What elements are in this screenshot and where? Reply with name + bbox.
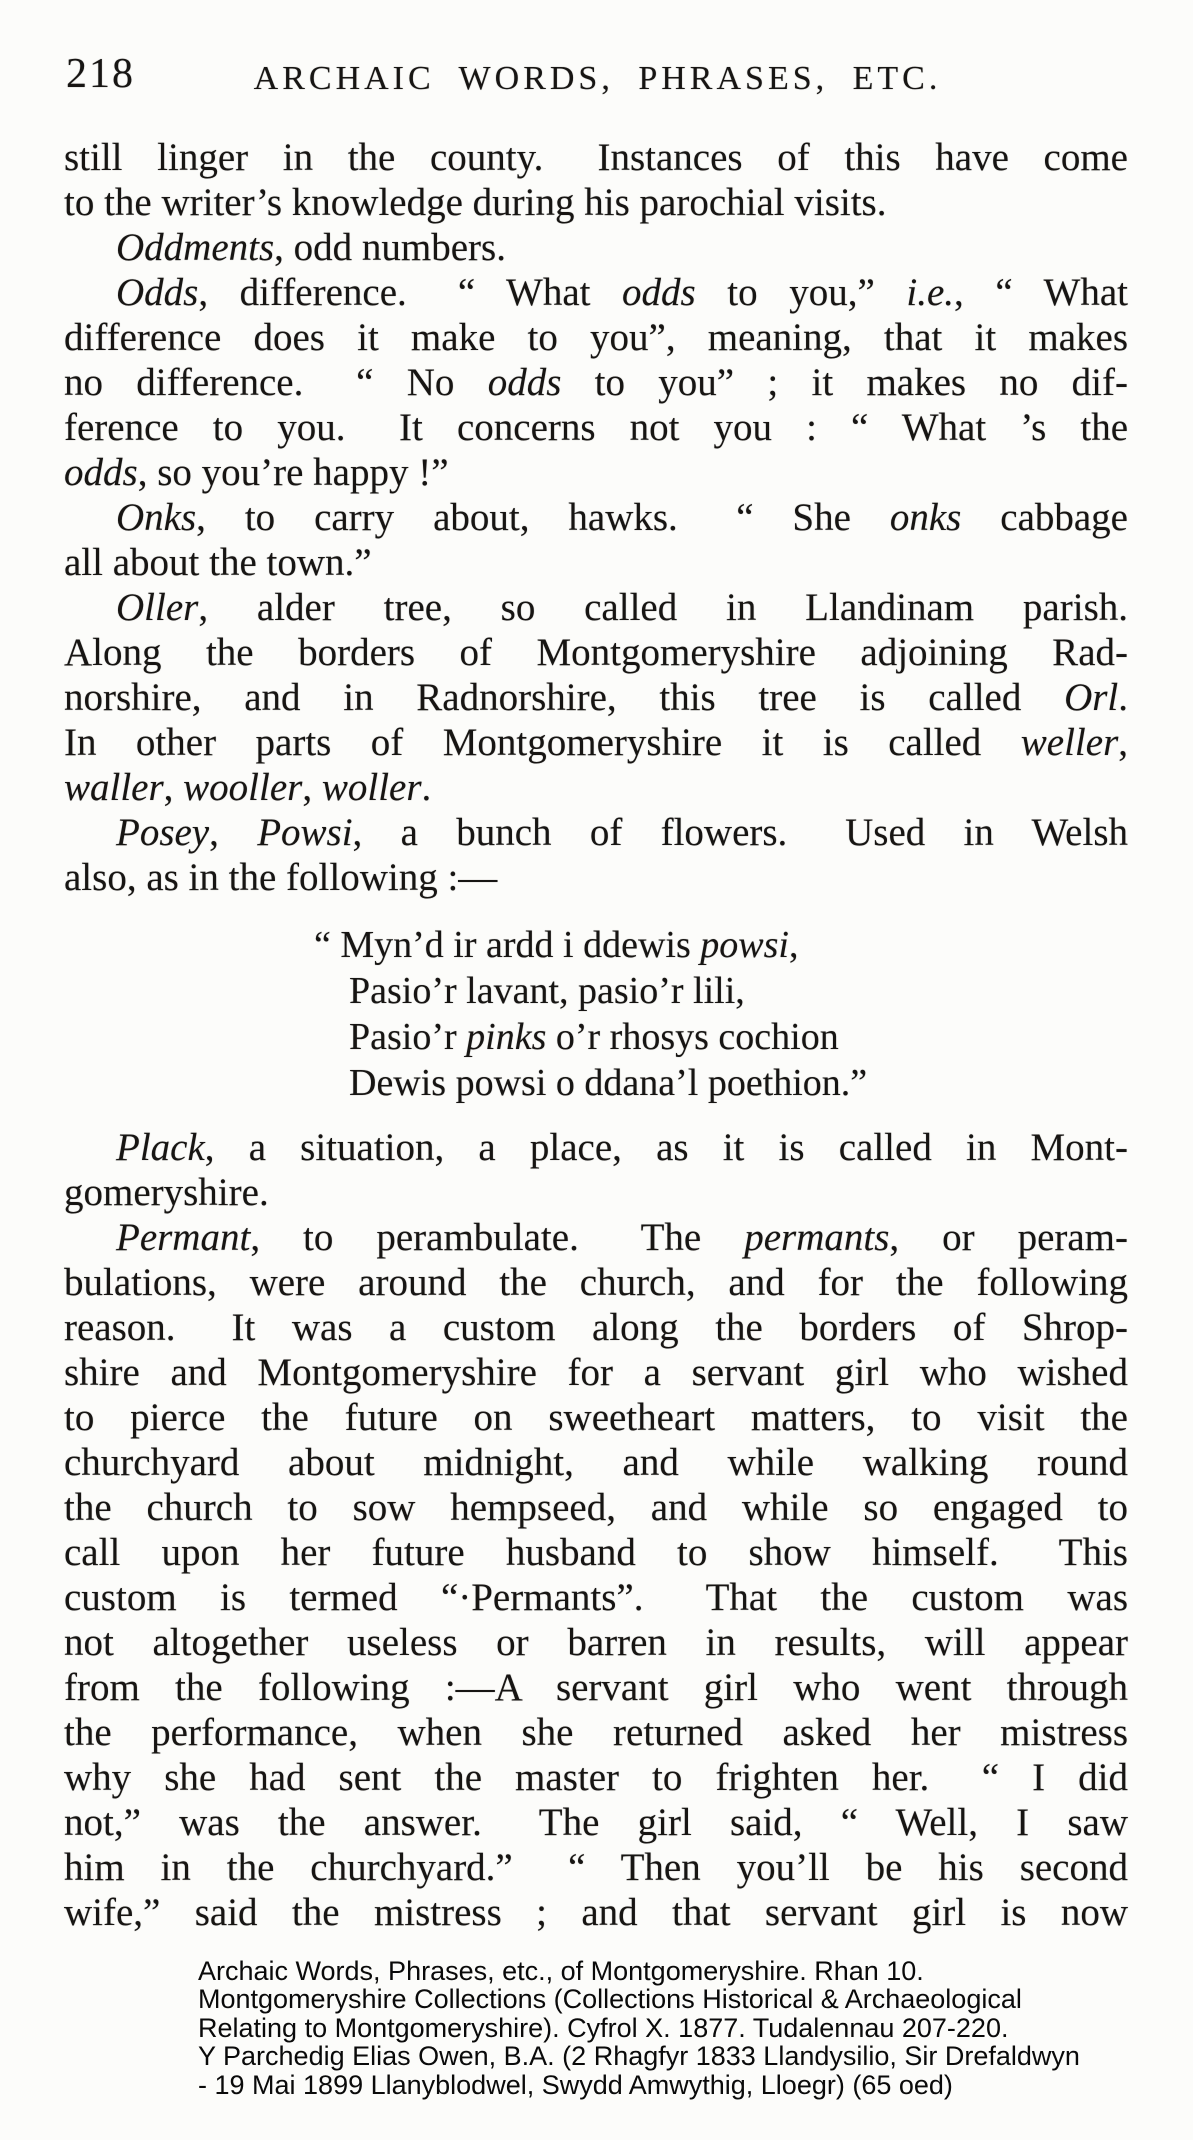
text-run: to you,” — [695, 271, 907, 314]
text-run: “ Myn’d ir ardd i ddewis — [314, 924, 701, 966]
caption-line: Relating to Montgomeryshire). Cyfrol X. 1877. Tudalennau 207-220. — [198, 2012, 1009, 2043]
italic-run: woller — [321, 766, 422, 809]
text-run: cabbage — [961, 496, 1128, 539]
italic-run: Posey — [116, 811, 210, 854]
verse-line — [349, 968, 1128, 1014]
text-run: Along the borders of Montgomeryshire adjoining Rad- — [64, 631, 1128, 674]
text-run: still linger in the county. Instances of this have come — [64, 136, 1128, 179]
text-run: , — [1118, 721, 1128, 764]
text-run: , “ What — [954, 271, 1128, 314]
text-line — [64, 855, 1128, 900]
running-header — [66, 50, 1129, 106]
text-run: Pasio’r — [349, 1016, 467, 1058]
text-line — [64, 765, 1128, 810]
italic-run: Permant — [116, 1216, 251, 1259]
text-line — [64, 1260, 1128, 1305]
italic-run: permants — [744, 1216, 890, 1259]
text-run: all about the town.” — [64, 541, 372, 584]
text-line — [64, 405, 1128, 450]
text-line — [64, 1620, 1128, 1665]
text-line — [64, 720, 1128, 765]
italic-run: i.e. — [906, 271, 955, 314]
caption-line: - 19 Mai 1899 Llanyblodwel, Swydd Amwythig, Lloegr) (65 oed) — [198, 2069, 953, 2100]
text-line — [64, 1305, 1128, 1350]
text-run: difference does it make to you”, meaning, that it makes — [64, 316, 1128, 359]
text-run: In other parts of Montgomeryshire it is called — [64, 721, 1021, 764]
text-run: , to carry about, hawks. “ She — [196, 496, 890, 539]
italic-run: odds — [64, 451, 138, 494]
text-run: not altogether useless or barren in results, will appear — [64, 1621, 1128, 1664]
text-line — [64, 1530, 1128, 1575]
page-number: 218 — [66, 51, 135, 97]
text-run: churchyard about midnight, and while walking round — [64, 1441, 1128, 1484]
text-line — [64, 1215, 1128, 1260]
italic-run: Powsi — [257, 811, 353, 854]
text-run: , to perambulate. The — [250, 1216, 745, 1259]
text-run: , difference. “ What — [198, 271, 623, 314]
italic-run: Orl — [1064, 676, 1119, 719]
text-line — [64, 1890, 1128, 1935]
text-line — [64, 1350, 1128, 1395]
text-run: to you” ; it makes no dif- — [561, 361, 1128, 404]
text-line — [64, 1125, 1128, 1170]
italic-run: odds — [487, 361, 562, 404]
italic-run: Onks — [116, 496, 197, 539]
text-line — [64, 495, 1128, 540]
text-run: , — [209, 811, 258, 854]
text-run: Dewis powsi o ddana’l poethion.” — [349, 1062, 868, 1104]
text-line — [64, 675, 1128, 720]
text-run: , or peram- — [889, 1216, 1129, 1259]
text-run: the church to sow hempseed, and while so engaged to — [64, 1486, 1128, 1529]
text-run: him in the churchyard.” “ Then you’ll be his second — [64, 1846, 1128, 1889]
text-run: shire and Montgomeryshire for a servant girl who wished — [64, 1351, 1128, 1394]
italic-run: waller — [64, 766, 164, 809]
text-run: , odd numbers. — [274, 226, 506, 269]
text-run: o’r rhosys cochion — [546, 1016, 839, 1058]
text-run: , a situation, a place, as it is called in Mont- — [204, 1126, 1128, 1169]
text-run: the performance, when she returned asked her mistress — [64, 1711, 1128, 1754]
text-line — [64, 225, 1128, 270]
italic-run: Oller — [116, 586, 199, 629]
body-text — [64, 135, 1128, 1935]
text-line — [64, 1440, 1128, 1485]
caption-line: Y Parchedig Elias Owen, B.A. (2 Rhagfyr 1833 Llandysilio, Sir Drefaldwyn — [198, 2041, 1080, 2072]
text-line — [64, 630, 1128, 675]
text-line — [64, 1485, 1128, 1530]
text-run: ference to you. It concerns not you : “ What ’s the — [64, 406, 1128, 449]
italic-run: powsi — [700, 924, 789, 966]
text-line — [64, 1710, 1128, 1755]
verse-line — [349, 1014, 1128, 1060]
text-run: , — [163, 766, 184, 809]
text-line — [64, 1665, 1128, 1710]
text-run: not,” was the answer. The girl said, “ Well, I saw — [64, 1801, 1128, 1844]
text-run: Pasio’r lavant, pasio’r lili, — [349, 970, 745, 1012]
text-run: to pierce the future on sweetheart matters, to visit the — [64, 1396, 1128, 1439]
text-line — [64, 180, 1128, 225]
italic-run: wooller — [183, 766, 303, 809]
text-run: to the writer’s knowledge during his parochial visits. — [64, 181, 887, 224]
text-line — [64, 1395, 1128, 1440]
italic-run: pinks — [466, 1016, 547, 1058]
italic-run: Odds — [116, 271, 199, 314]
caption — [198, 1957, 1080, 2099]
text-line — [64, 1575, 1128, 1620]
text-run: call upon her future husband to show himself. This — [64, 1531, 1128, 1574]
italic-run: Oddments — [116, 226, 275, 269]
verse-line — [314, 922, 1128, 968]
text-line — [64, 315, 1128, 360]
text-run: wife,” said the mistress ; and that servant girl is now — [64, 1891, 1128, 1934]
text-run: no difference. “ No — [64, 361, 488, 404]
text-run: , so you’re happy !” — [137, 451, 449, 494]
text-line — [64, 585, 1128, 630]
italic-run: Plack — [116, 1126, 205, 1169]
italic-run: odds — [622, 271, 696, 314]
text-run: also, as in the following :— — [64, 856, 498, 899]
text-line — [64, 1170, 1128, 1215]
text-run: why she had sent the master to frighten her. “ I did — [64, 1756, 1128, 1799]
text-run: bulations, were around the church, and for the following — [64, 1261, 1128, 1304]
text-line — [64, 135, 1128, 180]
text-line — [64, 270, 1128, 315]
verse-line — [349, 1060, 1128, 1106]
text-line — [64, 540, 1128, 585]
text-run: reason. It was a custom along the borders of Shrop- — [64, 1306, 1128, 1349]
text-line — [64, 450, 1128, 495]
caption-line: Montgomeryshire Collections (Collections Historical & Archaeological — [198, 1984, 1022, 2015]
text-run: custom is termed “·Permants”. That the custom was — [64, 1576, 1128, 1619]
italic-run: weller — [1020, 721, 1119, 764]
text-run: . — [1118, 676, 1128, 719]
text-run: gomeryshire. — [64, 1171, 269, 1214]
italic-run: onks — [889, 496, 962, 539]
text-line — [64, 1800, 1128, 1845]
caption-line: Archaic Words, Phrases, etc., of Montgomeryshire. Rhan 10. — [198, 1956, 924, 1986]
text-run: , — [788, 924, 799, 966]
text-run: from the following :—A servant girl who went through — [64, 1666, 1128, 1709]
text-run: , a bunch of flowers. Used in Welsh — [352, 811, 1129, 854]
running-title: ARCHAIC WORDS, PHRASES, ETC. — [253, 60, 942, 97]
text-line — [64, 810, 1128, 855]
text-run: . — [421, 766, 432, 809]
text-line — [64, 1755, 1128, 1800]
text-line — [64, 1845, 1128, 1890]
text-line — [64, 360, 1128, 405]
text-run: norshire, and in Radnorshire, this tree is called — [64, 676, 1065, 719]
text-run: , alder tree, so called in Llandinam parish. — [198, 586, 1128, 629]
text-run: , — [302, 766, 322, 809]
